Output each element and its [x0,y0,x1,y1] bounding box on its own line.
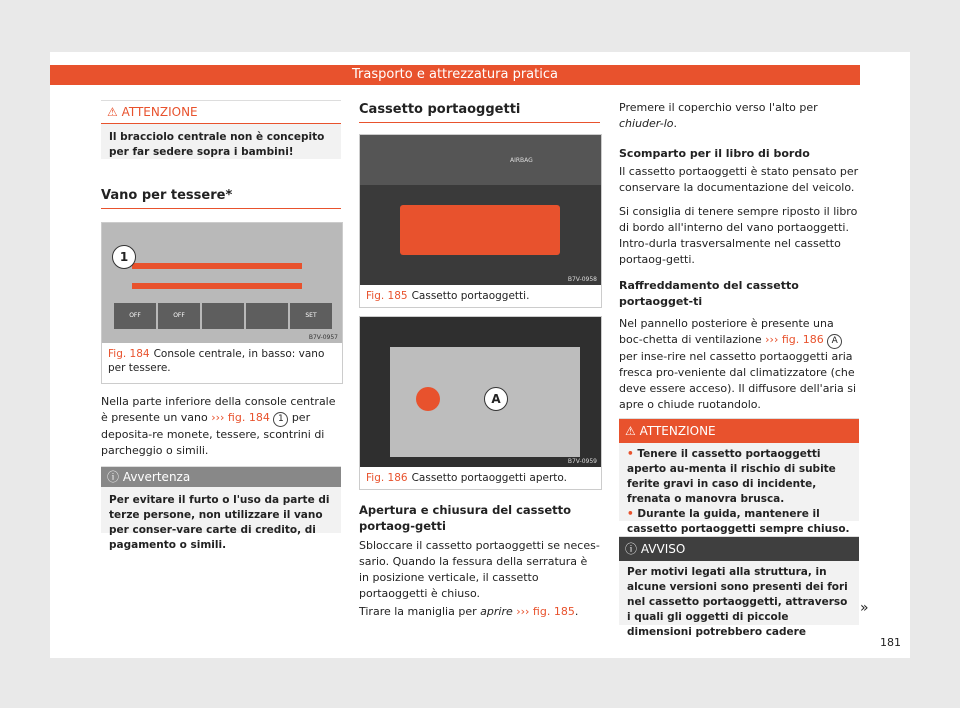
paragraph: Il cassetto portaoggetti è stato pensato per conservare la documentazione del veicolo. [619,165,859,194]
figure-code: B7V-0957 [308,334,338,341]
glovebox-lid [400,205,560,255]
warning-title: ⚠ ATTENZIONE [101,101,341,124]
subheading: Apertura e chiusura del cassetto portaog-getti [359,503,572,533]
card-slot [132,283,302,289]
section-title: Cassetto portaoggetti [359,102,521,117]
figure-caption: Fig. 185 Cassetto portaoggetti. [366,290,530,302]
warning-icon: ⚠ [107,105,122,119]
warning-item: • Tenere il cassetto portaoggetti aperto au-menta il rischio di subite ferite gravi in caso di incidente, frenata o manovra brusca. [627,448,836,505]
figure-image [102,223,342,343]
figure-link[interactable]: ››› fig. 185 [516,605,575,618]
figure-185 [359,134,602,308]
page-header: Trasporto e attrezzatura pratica [50,65,860,85]
notice-box [619,536,859,638]
paragraph: Si consiglia di tenere sempre riposto il libro di bordo all'interno del vano portaoggetti. Intro-durla trasversalmente nel cassetto portaog-getti. [619,205,858,266]
warning-icon: ⚠ [625,424,640,438]
info-icon: ⓘ [107,470,123,484]
paragraph: Nella parte inferiore della console centrale è presente un vano ››› fig. 184 1 per deposita-re monete, tessere, scontrini di parcheggio o simili. [101,395,336,457]
paragraph: Sbloccare il cassetto portaoggetti se neces-sario. Quando la fessura della serratura è in posizione verticale, il cassetto portaoggetti è chiuso. [359,539,600,600]
callout-ref: A [827,334,842,349]
figure-code: B7V-0958 [567,276,597,283]
figure-code: B7V-0959 [567,458,597,465]
figure-link[interactable]: ››› fig. 184 [211,411,270,424]
console-button: OFF [158,303,200,329]
console-button [202,303,244,329]
notice-title: ⓘ AVVISO [619,537,859,561]
figure-184 [101,222,343,384]
figure-image [360,135,601,285]
air-vent [416,387,440,411]
card-slot [132,263,302,269]
subheading: Raffreddamento del cassetto portaogget-ti [619,279,799,308]
warning-body: Il bracciolo centrale non è concepito per far sedere sopra i bambini! [109,131,325,158]
dashboard [360,135,601,185]
warning-item: • Durante la guida, mantenere il cassetto portaoggetti sempre chiuso. [627,508,850,535]
console-button: OFF [114,303,156,329]
bullet-icon: • [627,448,634,460]
console-button: SET [290,303,332,329]
warning-box [101,100,341,159]
warning-title: ⚠ ATTENZIONE [619,419,859,443]
alert-icon: ⓘ [625,542,641,556]
warning-box [619,418,859,535]
warning-body [619,443,859,543]
console-button [246,303,288,329]
callout-ref: 1 [273,412,288,427]
subheading: Scomparto per il libro di bordo [619,147,810,160]
section-title: Vano per tessere* [101,188,233,203]
callout-a: A [484,387,508,411]
airbag-label: AIRBAG [510,157,533,164]
note-title: ⓘ Avvertenza [101,467,341,487]
note-body: Per evitare il furto o l'uso da parte di terze persone, non utilizzare il vano per conser-vare carte di credito, di pagamento o simili. [109,494,330,551]
callout-1: 1 [112,245,136,269]
divider [101,208,341,209]
figure-image [360,317,601,467]
paragraph: Nel pannello posteriore è presente una boc-chetta di ventilazione ››› fig. 186 A per inse-rire nel cassetto portaoggetti aria fresca pro-veniente dal climatizzatore (che deve essere acceso). Il diffusore dell'aria si apre o chiude ruotandolo. [619,317,857,411]
figure-caption: Fig. 186 Cassetto portaoggetti aperto. [366,472,567,484]
note-box [101,466,341,551]
notice-body: Per motivi legati alla struttura, in alcune versioni sono presenti dei fori nel cassetto portaoggetti, attraverso i quali gli oggetti di piccole dimensioni potrebbero cadere [627,566,848,638]
bullet-icon: • [627,508,634,520]
divider [359,122,600,123]
paragraph: Tirare la maniglia per aprire ››› fig. 185. [359,605,579,618]
paragraph: Premere il coperchio verso l'alto per chiuder-lo. [619,101,818,130]
continue-marker: » [860,600,869,616]
figure-186 [359,316,602,490]
figure-link[interactable]: ››› fig. 186 [765,333,824,346]
page-number: 181 [880,636,901,649]
figure-caption: Fig. 184 Console centrale, in basso: vano per tessere. [108,348,325,374]
